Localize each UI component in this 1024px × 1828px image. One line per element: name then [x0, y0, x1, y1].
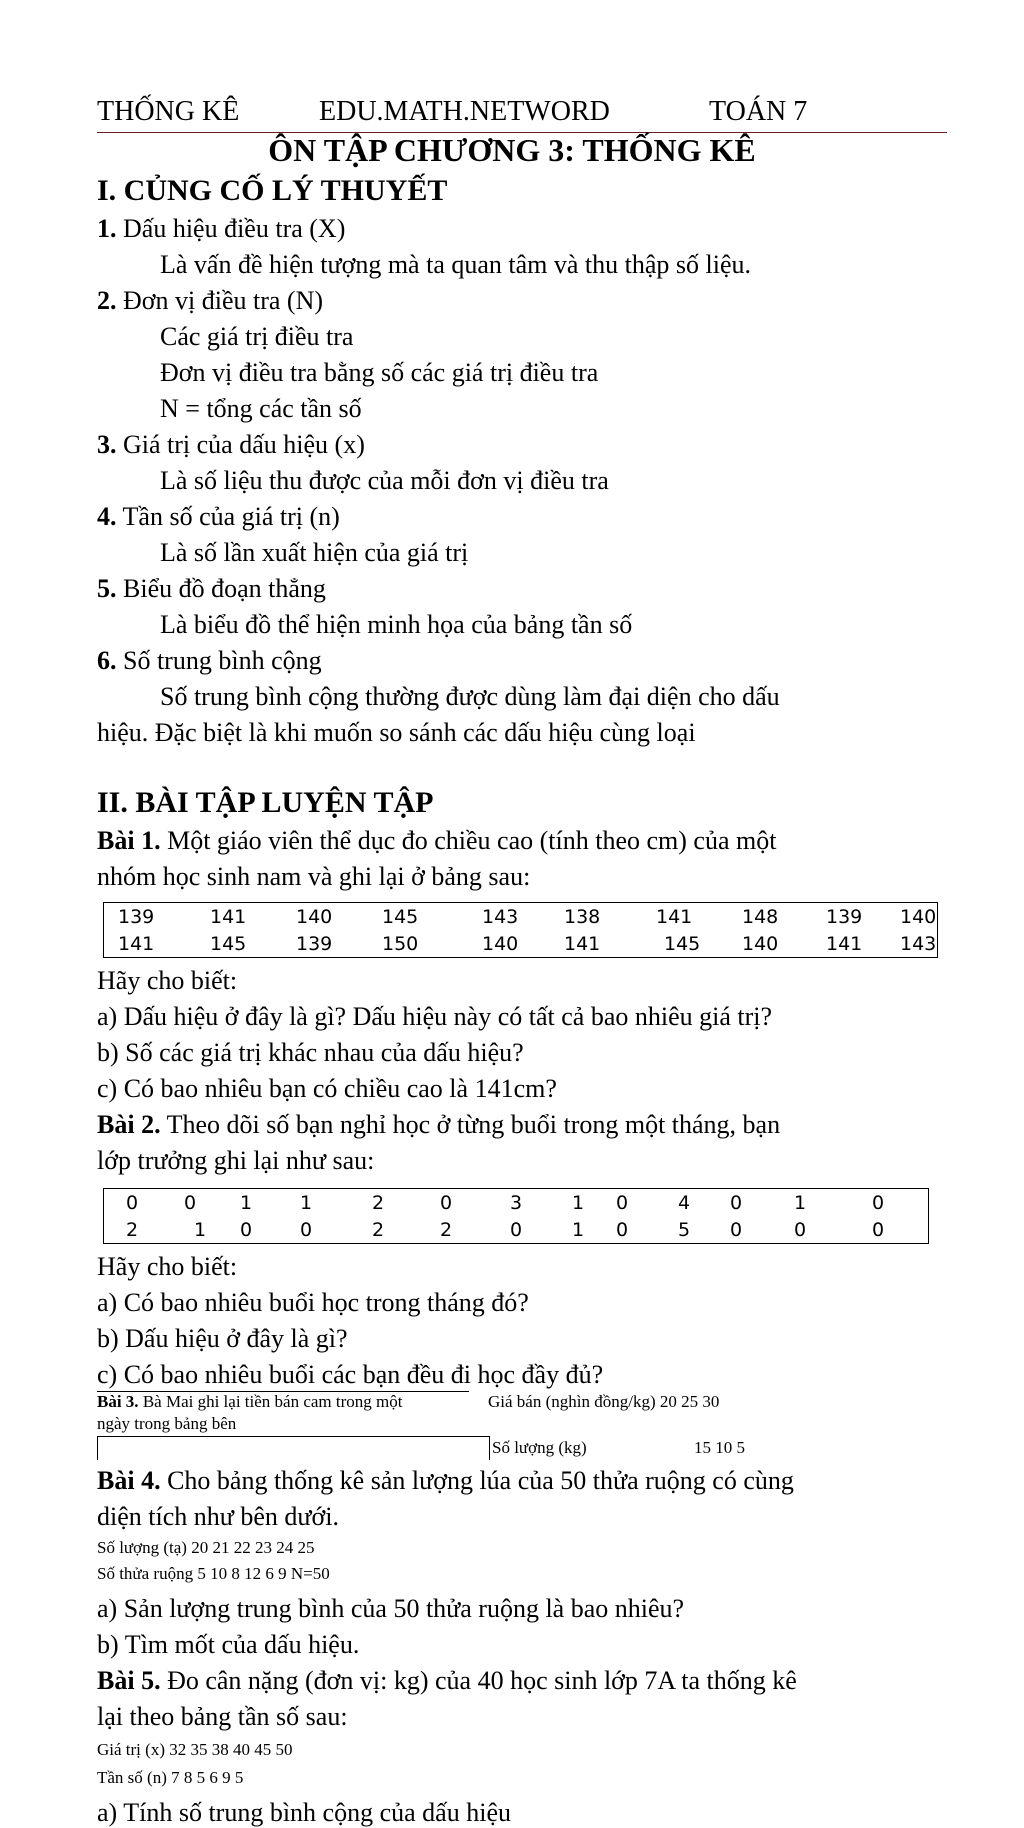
- table-cell: 0: [126, 1191, 139, 1214]
- table-cell: 145: [210, 932, 247, 955]
- table-cell: 140: [482, 932, 519, 955]
- table-cell: 145: [664, 932, 701, 955]
- section-2-heading: II. BÀI TẬP LUYỆN TẬP: [97, 786, 434, 819]
- exercise-3-text: ngày trong bảng bên: [97, 1414, 237, 1433]
- table-cell: 140: [900, 905, 937, 928]
- theory-item-3-text: Là số liệu thu được của mỗi đơn vị điều tra: [160, 466, 609, 495]
- theory-item-6-text: hiệu. Đặc biệt là khi muốn so sánh các dấu hiệu cùng loại: [97, 718, 696, 747]
- theory-item-5-title: 5. Biểu đồ đoạn thẳng: [97, 574, 326, 603]
- table-cell: 1: [300, 1191, 313, 1214]
- table-cell: 5: [678, 1218, 691, 1241]
- table-cell: 143: [900, 932, 937, 955]
- table-cell: 1: [572, 1191, 585, 1214]
- exercise-2-intro: lớp trưởng ghi lại như sau:: [97, 1146, 375, 1175]
- absence-data-table: [103, 1188, 929, 1244]
- table-cell: 141: [210, 905, 247, 928]
- theory-item-2-text: Các giá trị điều tra: [160, 322, 354, 351]
- table-cell: 3: [510, 1191, 523, 1214]
- table-cell: 2: [372, 1218, 385, 1241]
- exercise-2-prompt: Hãy cho biết:: [97, 1252, 238, 1281]
- exercise-3-table-row-price: Giá bán (nghìn đồng/kg) 20 25 30: [488, 1392, 720, 1411]
- table-row: [104, 1216, 929, 1244]
- exercise-1-question: c) Có bao nhiêu bạn có chiều cao là 141cm?: [97, 1074, 557, 1103]
- exercise-2-intro: Bài 2. Theo dõi số bạn nghỉ học ở từng buổi trong một tháng, bạn: [97, 1110, 781, 1139]
- table-cell: 139: [118, 905, 155, 928]
- exercise-4-question: a) Sản lượng trung bình của 50 thửa ruộng là bao nhiêu?: [97, 1594, 685, 1623]
- table-cell: 1: [240, 1191, 253, 1214]
- table-cell: 1: [194, 1218, 207, 1241]
- exercise-5-intro: lại theo bảng tần số sau:: [97, 1702, 348, 1731]
- exercise-5-table-row: Tần số (n) 7 8 5 6 9 5: [97, 1768, 244, 1787]
- theory-item-4-text: Là số lần xuất hiện của giá trị: [160, 538, 469, 567]
- table-cell: 2: [372, 1191, 385, 1214]
- theory-item-2-text: Đơn vị điều tra bằng số các giá trị điều tra: [160, 358, 599, 387]
- exercise-5-question-cut: a) Tính số trung bình cộng của dấu hiệu: [97, 1798, 511, 1827]
- table-cell: 0: [240, 1218, 253, 1241]
- table-cell: 2: [126, 1218, 139, 1241]
- table-cell: 0: [730, 1218, 743, 1241]
- exercise-1-intro: nhóm học sinh nam và ghi lại ở bảng sau:: [97, 862, 531, 891]
- table-cell: 140: [296, 905, 333, 928]
- exercise-3-table-row-quantity-label: Số lượng (kg): [492, 1438, 587, 1457]
- page-title: ÔN TẬP CHƯƠNG 3: THỐNG KÊ: [268, 132, 756, 168]
- table-cell: 139: [296, 932, 333, 955]
- table-cell: 145: [382, 905, 419, 928]
- exercise-4-intro: Bài 4. Cho bảng thống kê sản lượng lúa của 50 thửa ruộng có cùng: [97, 1466, 794, 1495]
- exercise-2-question: a) Có bao nhiêu buổi học trong tháng đó?: [97, 1288, 529, 1317]
- table-cell: 150: [382, 932, 419, 955]
- table-cell: 0: [510, 1218, 523, 1241]
- exercise-3-rule: [97, 1436, 98, 1460]
- theory-item-1-text: Là vấn đề hiện tượng mà ta quan tâm và thu thập số liệu.: [160, 250, 752, 279]
- table-cell: 4: [678, 1191, 691, 1214]
- header-site: EDU.MATH.NETWORD: [319, 96, 610, 127]
- theory-item-1-title: 1. Dấu hiệu điều tra (X): [97, 214, 346, 243]
- exercise-3-rule: [97, 1436, 489, 1437]
- exercise-1-intro: Bài 1. Một giáo viên thể dục đo chiều cao (tính theo cm) của một: [97, 826, 777, 855]
- exercise-4-intro: diện tích như bên dưới.: [97, 1502, 339, 1531]
- table-cell: 140: [742, 932, 779, 955]
- exercise-3-table-row-quantity-values: 15 10 5: [694, 1438, 745, 1457]
- table-cell: 139: [826, 905, 863, 928]
- height-data-table: [103, 902, 938, 958]
- exercise-4-table-row: Số thửa ruộng 5 10 8 12 6 9 N=50: [97, 1564, 330, 1583]
- exercise-5-intro: Bài 5. Đo cân nặng (đơn vị: kg) của 40 học sinh lớp 7A ta thống kê: [97, 1666, 797, 1695]
- table-cell: 0: [794, 1218, 807, 1241]
- theory-item-4-title: 4. Tần số của giá trị (n): [97, 502, 340, 531]
- table-cell: 2: [440, 1218, 453, 1241]
- exercise-1-prompt: Hãy cho biết:: [97, 966, 238, 995]
- table-cell: 138: [564, 905, 601, 928]
- table-cell: 0: [440, 1191, 453, 1214]
- theory-item-3-title: 3. Giá trị của dấu hiệu (x): [97, 430, 365, 459]
- exercise-2-question: c) Có bao nhiêu buổi các bạn đều đi học đầy đủ?: [97, 1360, 604, 1389]
- page-header: [97, 96, 947, 133]
- theory-item-2-text: N = tổng các tần số: [160, 394, 362, 423]
- table-cell: 1: [794, 1191, 807, 1214]
- theory-item-2-title: 2. Đơn vị điều tra (N): [97, 286, 324, 315]
- table-cell: 141: [118, 932, 155, 955]
- table-cell: 0: [730, 1191, 743, 1214]
- exercise-4-question: b) Tìm mốt của dấu hiệu.: [97, 1630, 360, 1659]
- exercise-3-text: Bài 3. Bà Mai ghi lại tiền bán cam trong một: [97, 1392, 403, 1411]
- theory-item-5-text: Là biểu đồ thể hiện minh họa của bảng tần số: [160, 610, 633, 639]
- table-row: [104, 1189, 929, 1217]
- table-cell: 0: [184, 1191, 197, 1214]
- table-cell: 0: [872, 1191, 885, 1214]
- exercise-1-question: a) Dấu hiệu ở đây là gì? Dấu hiệu này có tất cả bao nhiêu giá trị?: [97, 1002, 773, 1031]
- table-cell: 0: [616, 1218, 629, 1241]
- table-cell: 0: [616, 1191, 629, 1214]
- exercise-1-question: b) Số các giá trị khác nhau của dấu hiệu?: [97, 1038, 524, 1067]
- table-cell: 141: [826, 932, 863, 955]
- table-cell: 148: [742, 905, 779, 928]
- table-row: [104, 903, 938, 931]
- table-cell: 0: [300, 1218, 313, 1241]
- exercise-4-table-row: Số lượng (tạ) 20 21 22 23 24 25: [97, 1538, 315, 1557]
- table-cell: 1: [572, 1218, 585, 1241]
- header-topic: THỐNG KÊ: [97, 96, 240, 127]
- table-cell: 141: [656, 905, 693, 928]
- table-cell: 0: [872, 1218, 885, 1241]
- table-cell: 141: [564, 932, 601, 955]
- exercise-2-question: b) Dấu hiệu ở đây là gì?: [97, 1324, 348, 1353]
- table-row: [104, 930, 938, 958]
- table-cell: 143: [482, 905, 519, 928]
- section-1-heading: I. CỦNG CỐ LÝ THUYẾT: [97, 174, 448, 207]
- exercise-5-table-row: Giá trị (x) 32 35 38 40 45 50: [97, 1740, 293, 1759]
- theory-item-6-title: 6. Số trung bình cộng: [97, 646, 322, 675]
- theory-item-6-text: Số trung bình cộng thường được dùng làm đại diện cho dấu: [160, 682, 780, 711]
- exercise-3-rule: [489, 1436, 490, 1460]
- header-subject: TOÁN 7: [709, 96, 808, 127]
